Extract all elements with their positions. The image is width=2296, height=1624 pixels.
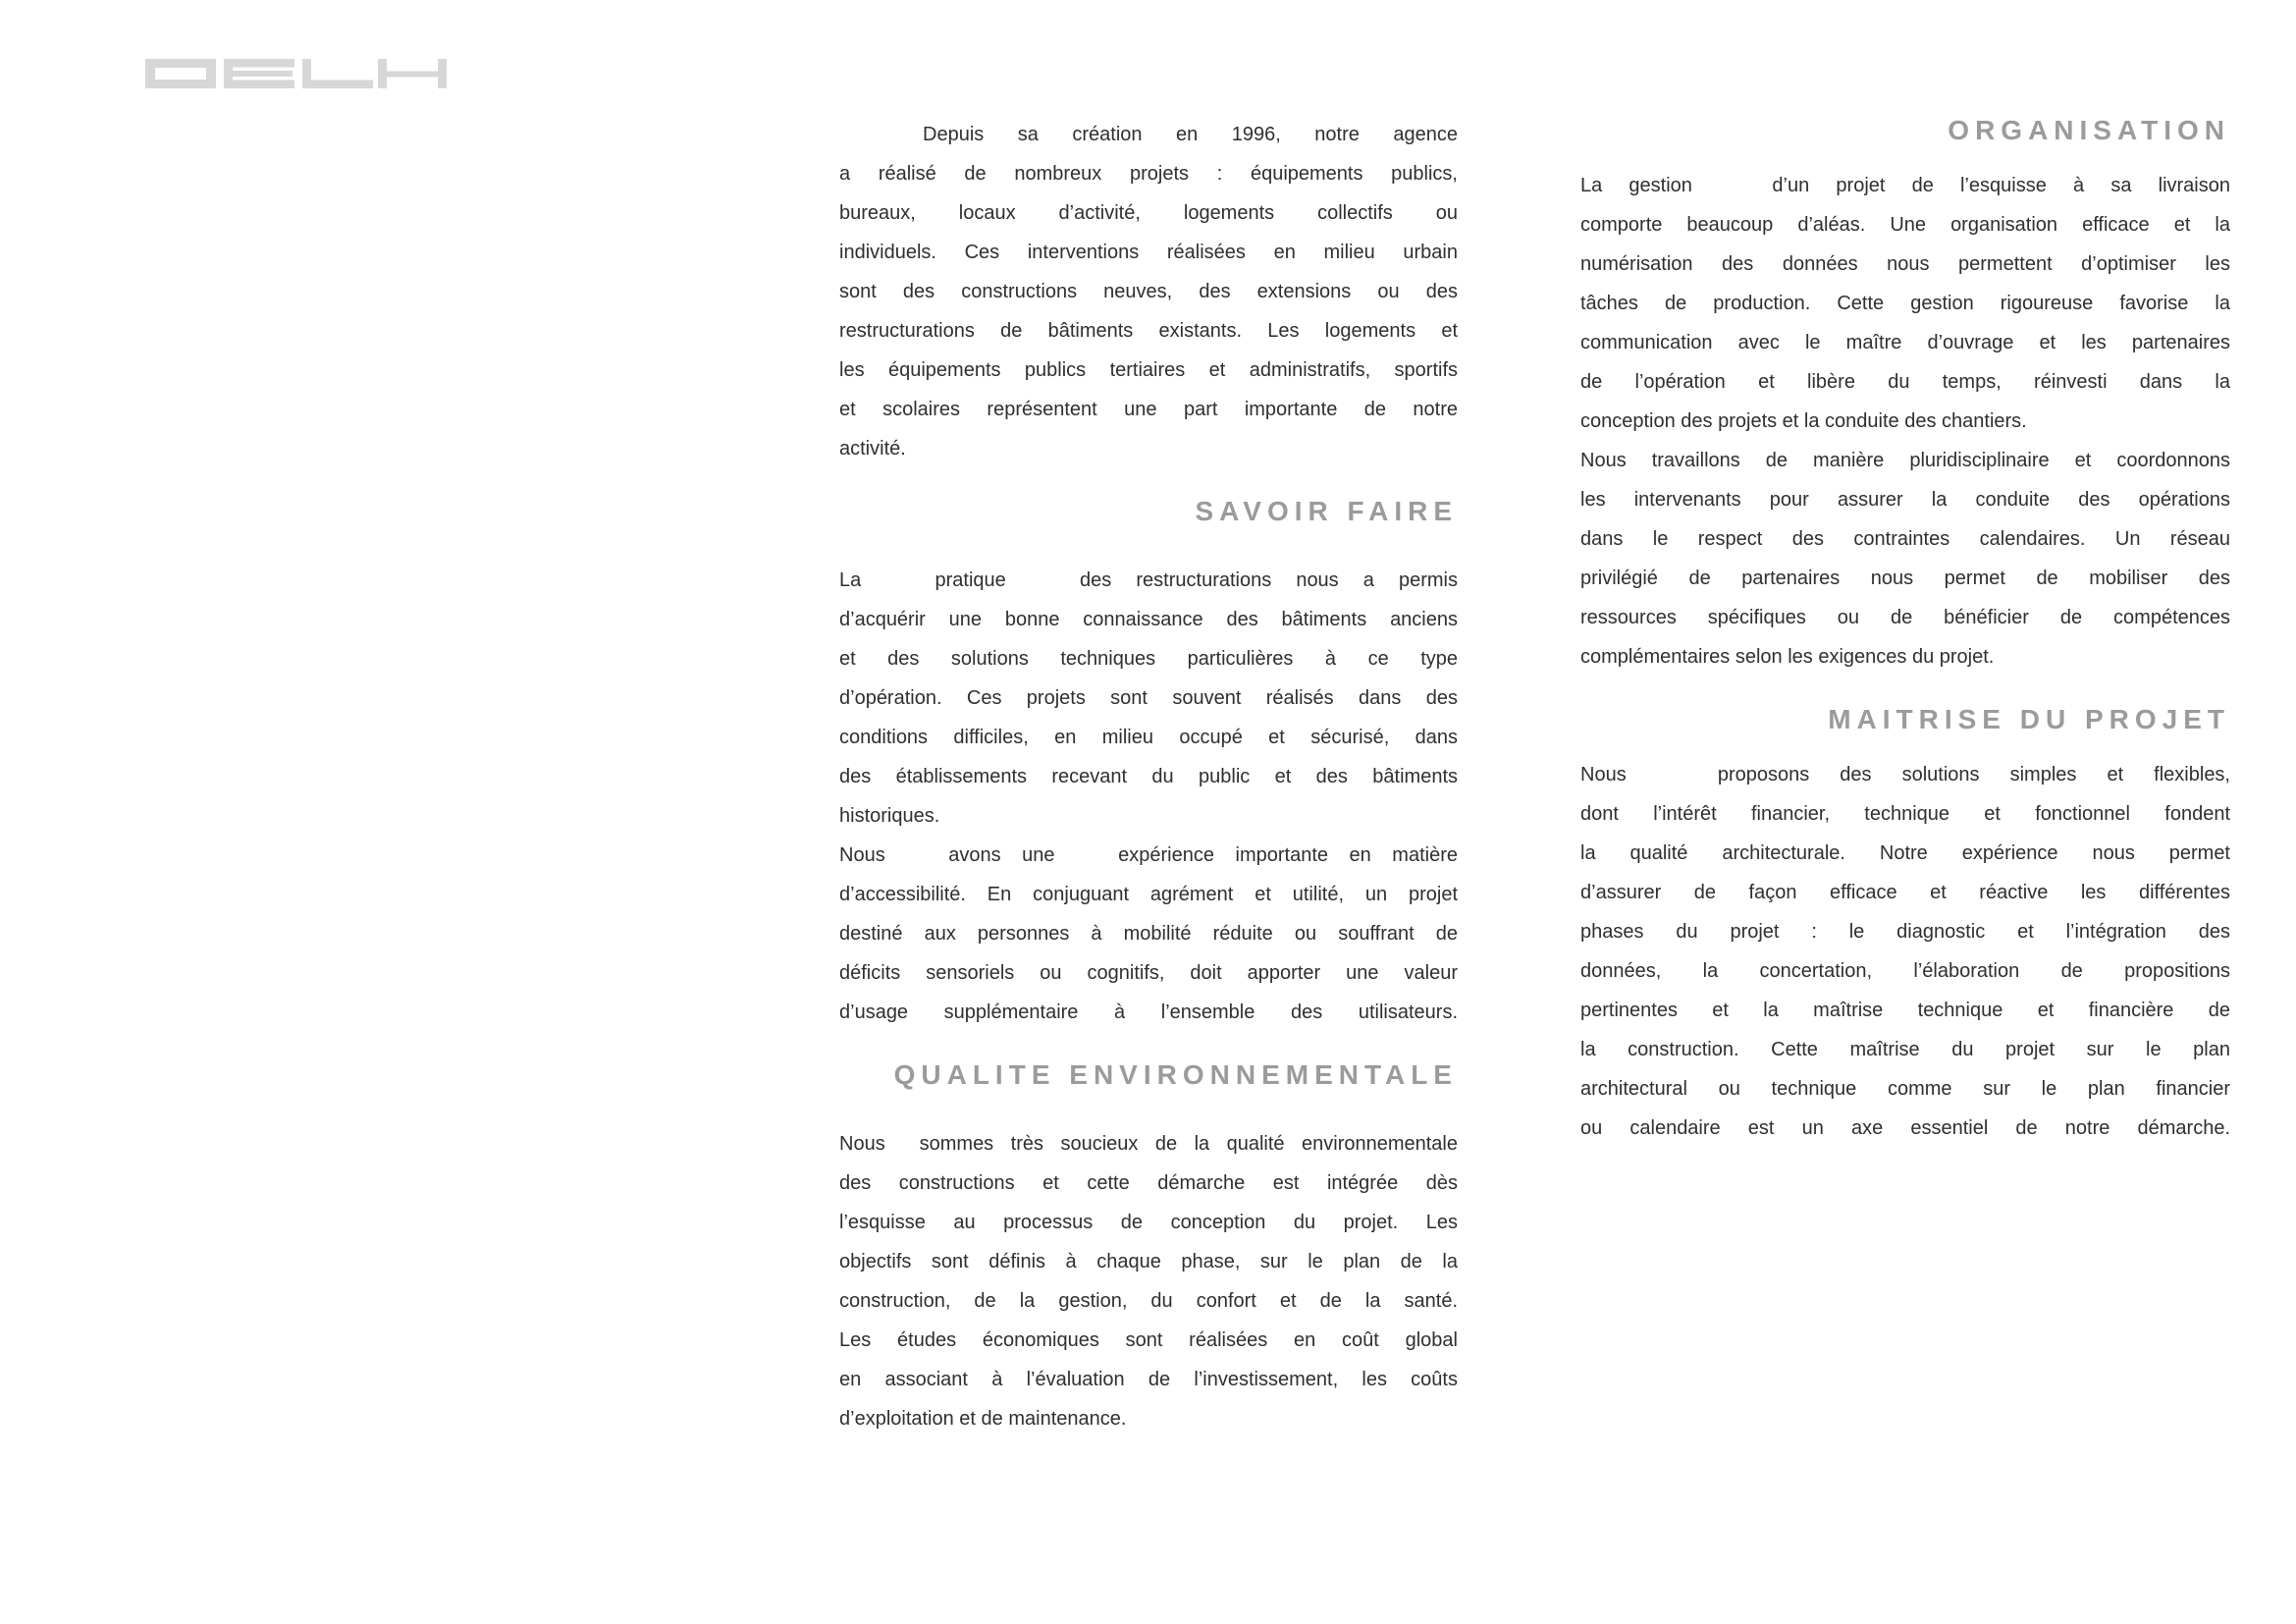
text-line: de l’opération et libère du temps, réinvesti dans la [1580,371,2230,393]
text-line: conception des projets et la conduite des chantiers. [1580,410,2027,432]
text-line: architectural ou technique comme sur le plan financier [1580,1078,2230,1100]
logo-letter-b [224,59,294,88]
paragraph-organisation-2 [1580,441,2230,677]
text-line: Depuis sa création en 1996, notre agence [923,124,1458,145]
paragraph-qualite-1 [839,1124,1458,1438]
text-line: des constructions et cette démarche est intégrée dès [839,1172,1458,1194]
text-line: l’esquisse au processus de conception du projet. Les [839,1212,1458,1233]
text-line: La pratique des restructurations nous a permis [839,569,1458,591]
paragraph-savoir-faire-2 [839,836,1458,1032]
text-line: dont l’intérêt financier, technique et fonctionnel fondent [1580,803,2230,825]
text-line: construction, de la gestion, du confort et de la santé. [839,1290,1458,1312]
text-line: restructurations de bâtiments existants. Les logements et [839,320,1458,342]
text-line: Nous travaillons de manière pluridisciplinaire et coordonnons [1580,450,2230,471]
text-line: individuels. Ces interventions réalisées en milieu urbain [839,242,1458,263]
text-line: communication avec le maître d’ouvrage et les partenaires [1580,332,2230,353]
column-organisation [1580,111,2230,1148]
paragraph-maitrise-1 [1580,755,2230,1148]
text-line: les équipements publics tertiaires et administratifs, sportifs [839,359,1458,381]
text-line: déficits sensoriels ou cognitifs, doit apporter une valeur [839,962,1458,984]
text-line: pertinentes et la maîtrise technique et financière de [1580,1000,2230,1021]
text-line: d’usage supplémentaire à l’ensemble des utilisateurs. [839,1001,1458,1023]
dblh-logo [145,59,447,88]
text-line: et scolaires représentent une part importante de notre [839,399,1458,420]
column-presentation [839,115,1458,1438]
text-line: les intervenants pour assurer la conduite des opérations [1580,489,2230,511]
text-line: complémentaires selon les exigences du projet. [1580,646,1995,668]
text-line: Nous avons une expérience importante en matière [839,844,1458,866]
text-line: La gestion d’un projet de l’esquisse à sa livraison [1580,175,2230,196]
text-line: activité. [839,438,906,460]
text-line: numérisation des données nous permettent d’optimiser les [1580,253,2230,275]
logo-letter-h [378,59,447,88]
text-line: dans le respect des contraintes calendaires. Un réseau [1580,528,2230,550]
text-line: privilégié de partenaires nous permet de mobiliser des [1580,568,2230,589]
text-line: ressources spécifiques ou de bénéficier de compétences [1580,607,2230,628]
text-line: a réalisé de nombreux projets : équipements publics, [839,163,1458,185]
paragraph-savoir-faire-1 [839,561,1458,836]
text-line: Nous proposons des solutions simples et flexibles, [1580,764,2230,785]
heading-qualite-environnementale: QUALITE ENVIRONNEMENTALE [893,1059,1458,1090]
text-line: ou calendaire est un axe essentiel de notre démarche. [1580,1117,2230,1139]
heading-maitrise-du-projet: MAITRISE DU PROJET [1828,704,2230,734]
text-line: tâches de production. Cette gestion rigoureuse favorise la [1580,293,2230,314]
text-line: Nous sommes très soucieux de la qualité environnementale [839,1133,1458,1155]
text-line: conditions difficiles, en milieu occupé et sécurisé, dans [839,727,1458,748]
text-line: historiques. [839,805,940,827]
text-line: la construction. Cette maîtrise du projet sur le plan [1580,1039,2230,1060]
text-line: objectifs sont définis à chaque phase, sur le plan de la [839,1251,1458,1272]
text-line: d’exploitation et de maintenance. [839,1408,1127,1430]
text-line: la qualité architecturale. Notre expérience nous permet [1580,842,2230,864]
heading-savoir-faire: SAVOIR FAIRE [1195,496,1458,526]
heading-organisation: ORGANISATION [1948,115,2230,145]
text-line: d’opération. Ces projets sont souvent réalisés dans des [839,687,1458,709]
paragraph-organisation-1 [1580,166,2230,441]
text-line: des établissements recevant du public et des bâtiments [839,766,1458,787]
logo-letter-l [302,59,373,88]
text-line: Les études économiques sont réalisées en coût global [839,1329,1458,1351]
text-line: comporte beaucoup d’aléas. Une organisation efficace et la [1580,214,2230,236]
text-line: sont des constructions neuves, des extensions ou des [839,281,1458,302]
text-line: phases du projet : le diagnostic et l’intégration des [1580,921,2230,943]
text-line: en associant à l’évaluation de l’investissement, les coûts [839,1369,1458,1390]
paragraph-intro [839,115,1458,468]
text-line: d’assurer de façon efficace et réactive les différentes [1580,882,2230,903]
text-line: et des solutions techniques particulières à ce type [839,648,1458,670]
text-line: destiné aux personnes à mobilité réduite ou souffrant de [839,923,1458,945]
text-line: d’acquérir une bonne connaissance des bâtiments anciens [839,609,1458,630]
logo-letter-d [145,59,216,88]
text-line: d’accessibilité. En conjuguant agrément et utilité, un projet [839,884,1458,905]
text-line: bureaux, locaux d’activité, logements collectifs ou [839,202,1458,224]
text-line: données, la concertation, l’élaboration de propositions [1580,960,2230,982]
